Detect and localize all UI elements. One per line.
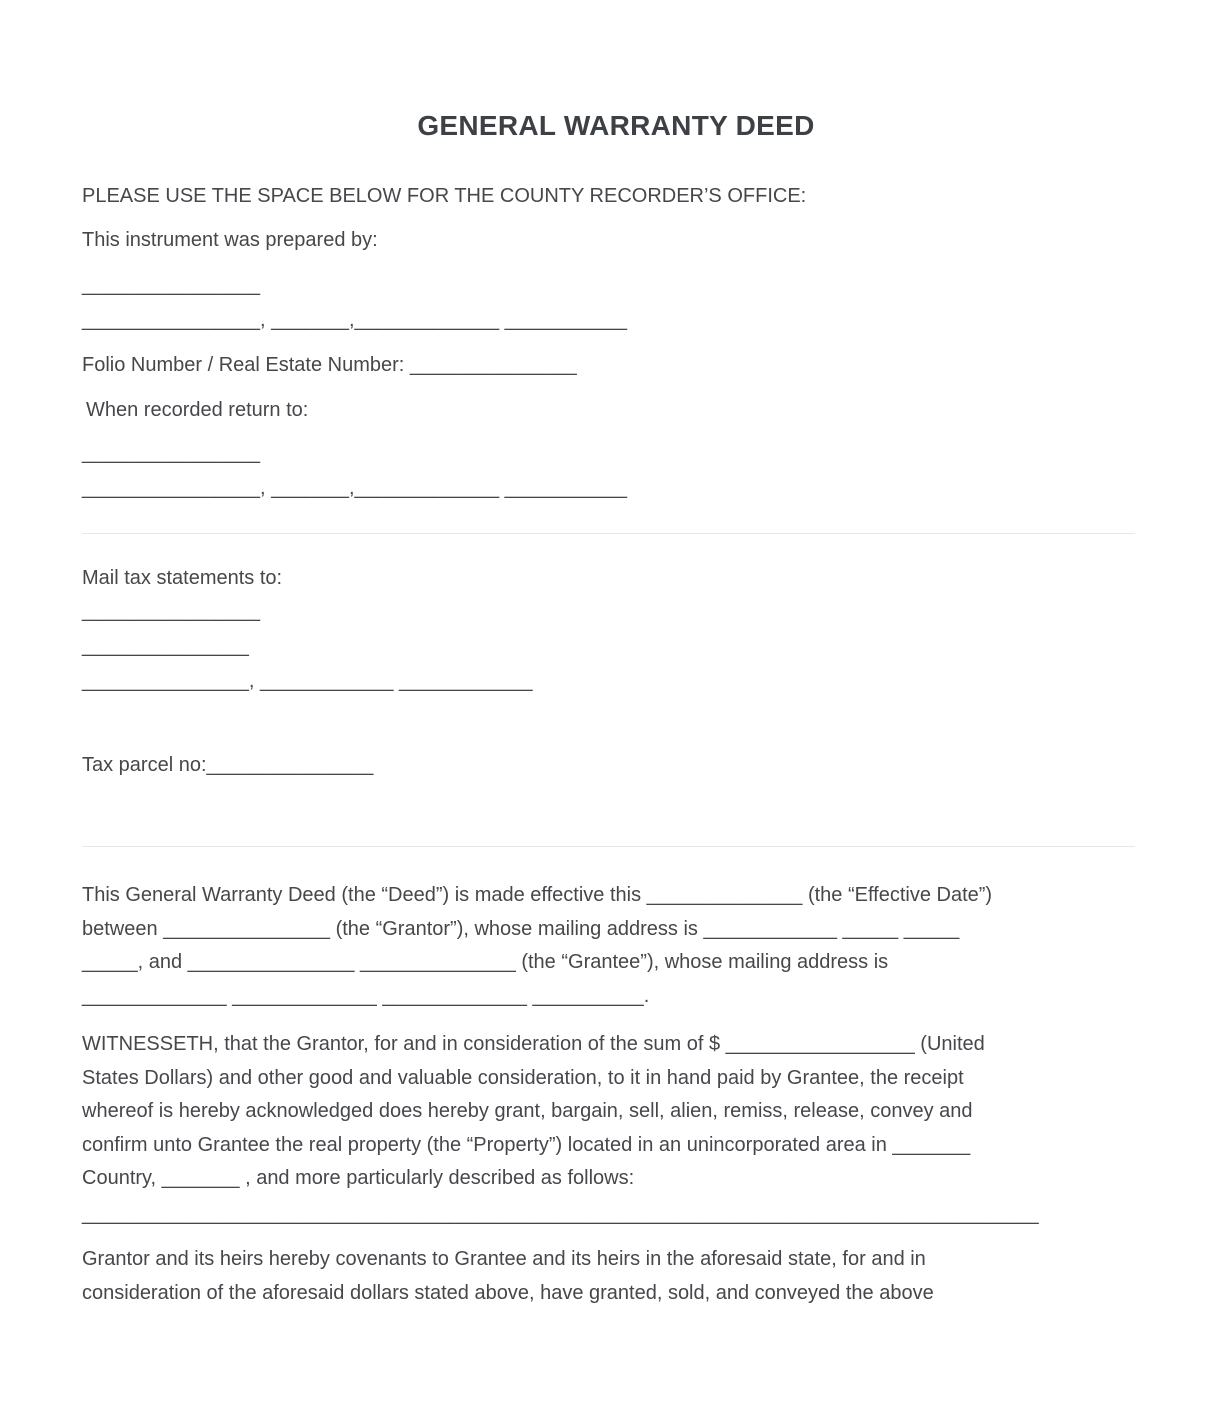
prepared-by-name-blank: ________________ — [82, 274, 260, 296]
deed-clause-line: _____, and _______________ ______________ (the “Grantee”), whose mailing address is — [82, 951, 889, 973]
mail-tax-city-state-zip-blank: _______________, ____________ ____________ — [82, 670, 533, 692]
return-to-name-blank: ________________ — [82, 442, 260, 464]
witnesseth-clause — [82, 1028, 1150, 1196]
tax-parcel-blank: _______________ — [206, 754, 374, 776]
deed-clause-line: between _______________ (the “Grantor”), whose mailing address is ____________ _____ _____ — [82, 917, 960, 940]
tax-parcel-label: Tax parcel no: — [82, 754, 207, 776]
deed-clause — [82, 879, 1150, 1013]
property-description-blank: ______________________________________________________________________________________ — [82, 1202, 1039, 1225]
deed-clause-line: This General Warranty Deed (the “Deed”) is made effective this ______________ (the “Effective Date”) — [82, 884, 993, 906]
prepared-by-label: This instrument was prepared by: — [82, 229, 378, 251]
folio-number-line — [82, 352, 1150, 379]
folio-number-blank: _______________ — [409, 354, 577, 376]
deed-clause-line: _____________ _____________ _____________ __________. — [82, 984, 650, 1007]
prepared-by-address-blank: ________________, _______,_____________ ___________ — [82, 309, 628, 331]
witnesseth-clause-line: States Dollars) and other good and valuable consideration, to it in hand paid by Grantee, the receipt — [82, 1066, 964, 1089]
page-title: GENERAL WARRANTY DEED — [417, 110, 815, 141]
witnesseth-clause-line: whereof is hereby acknowledged does hereby grant, bargain, sell, alien, remiss, release, convey and — [82, 1100, 973, 1122]
section-divider — [82, 533, 1135, 534]
covenant-clause — [82, 1243, 1150, 1310]
mail-tax-street-blank: _______________ — [82, 635, 249, 657]
section-divider — [82, 846, 1135, 847]
return-to-label: When recorded return to: — [86, 399, 309, 421]
covenant-clause-line: consideration of the aforesaid dollars stated above, have granted, sold, and conveyed the above — [82, 1281, 934, 1304]
tax-parcel-line — [82, 752, 1150, 779]
recorder-notice: PLEASE USE THE SPACE BELOW FOR THE COUNTY RECORDER’S OFFICE: — [82, 185, 807, 207]
witnesseth-clause-line: WITNESSETH, that the Grantor, for and in consideration of the sum of $ _________________ (United — [82, 1033, 985, 1055]
witnesseth-clause-line: Country, _______ , and more particularly described as follows: — [82, 1167, 635, 1189]
covenant-clause-line: Grantor and its heirs hereby covenants to Grantee and its heirs in the aforesaid state, for and in — [82, 1248, 926, 1270]
folio-number-label: Folio Number / Real Estate Number: — [82, 354, 410, 376]
return-to-address-blank: ________________, _______,_____________ ___________ — [82, 477, 628, 499]
witnesseth-clause-line: confirm unto Grantee the real property (the “Property”) located in an unincorporated area in _______ — [82, 1133, 971, 1156]
mail-tax-label: Mail tax statements to: — [82, 567, 283, 589]
mail-tax-name-blank: ________________ — [82, 600, 260, 622]
